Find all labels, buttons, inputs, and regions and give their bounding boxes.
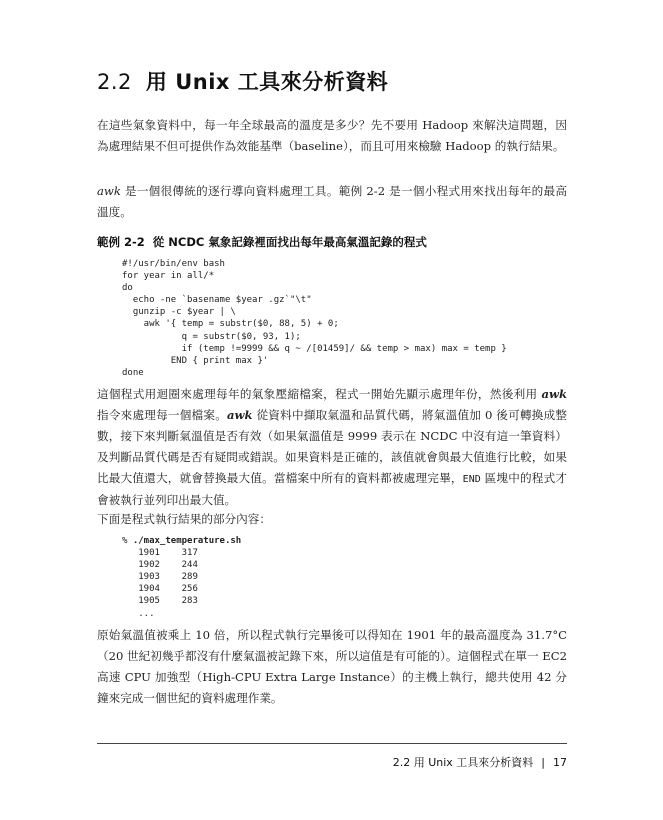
- awk-term: awk: [227, 408, 253, 422]
- output-listing: [122, 535, 241, 620]
- example-caption: [97, 234, 427, 250]
- awk-paragraph: [97, 181, 567, 223]
- output-year: 1902: [138, 560, 160, 571]
- output-year: 1903: [138, 572, 160, 583]
- section-title: [97, 66, 388, 96]
- output-year: 1901: [138, 548, 160, 559]
- output-value: 283: [181, 596, 198, 607]
- output-value: 317: [181, 548, 198, 559]
- output-intro-paragraph: 下面是程式執行結果的部分內容：: [97, 512, 271, 526]
- awk-term: awk: [97, 184, 121, 198]
- shell-command: ./max_temperature.sh: [132, 536, 242, 546]
- output-year: 1905: [138, 596, 160, 607]
- code-listing: #!/usr/bin/env bash for year in all/* do echo -ne `basename $year .gz`"\t" gunzip -c $year | \ awk '{ temp = substr($0, 88, 5) + 0; q = substr($0, 93, 1); if (temp !=9999 && q ~ /[01459]/ && temp > max) max = temp } END { print max }' done: [122, 259, 507, 378]
- output-value: 289: [181, 572, 198, 583]
- output-year: 1904: [138, 584, 160, 595]
- output-value: 244: [181, 560, 198, 571]
- shell-prompt: %: [122, 536, 133, 546]
- running-footer-section: 2.2 用 Unix 工具來分析資料: [392, 756, 534, 769]
- explanation-paragraph: [97, 384, 567, 511]
- footer-divider: [97, 743, 567, 744]
- intro-paragraph: 在這些氣象資料中，每一年全球最高的溫度是多少？先不要用 Hadoop 來解決這問題，因為處理結果不但可提供作為效能基準（baseline），而且可用來檢驗 Hadoop 的執行結果。: [97, 118, 567, 153]
- page-footer: [393, 754, 567, 770]
- example-title: 從 NCDC 氣象記錄裡面找出每年最高氣溫記錄的程式: [152, 235, 427, 249]
- awk-term: awk: [541, 387, 567, 401]
- explanation-text-4: 區塊中的程式才會被執行並列印出最大值。: [97, 471, 567, 507]
- awk-paragraph-text: 是一個很傳統的逐行導向資料處理工具。範例 2-2 是一個小程式用來找出每年的最高溫度。: [97, 184, 567, 219]
- output-ellipsis: ...: [138, 608, 155, 619]
- results-paragraph: 原始氣溫值被乘上 10 倍，所以程式執行完畢後可以得知在 1901 年的最高溫度為 31.7°C（20 世紀初幾乎都沒有什麼氣溫被記錄下來，所以這值是有可能的）。這個程式在單一 EC2 高速 CPU 加強型（High-CPU Extra Large Instance）的主機上執行，總共使用 42 分鐘來完成一個世紀的資料處理作業。: [97, 628, 568, 705]
- section-number: 2.2: [97, 70, 132, 94]
- page-number: 17: [553, 756, 567, 769]
- explanation-text-3: 從資料中擷取氣溫和品質代碼，將氣溫值加 0 後可轉換成整數，接下來判斷氣溫值是否有效（如果氣溫值是 9999 表示在 NCDC 中沒有這一筆資料）及判斷品質代碼是否有疑問或錯誤。如果資料是正確的，該值就會與最大值進行比較，如果比最大值還大，就會替換最大值。當檔案中所有的資料都被處理完畢，: [97, 408, 567, 485]
- end-keyword: END: [462, 474, 481, 485]
- explanation-text-1: 這個程式用迴圈來處理每年的氣象壓縮檔案，程式一開始先顯示處理年份，然後利用: [97, 387, 542, 401]
- section-title-text: 用 Unix 工具來分析資料: [145, 70, 389, 94]
- output-value: 256: [181, 584, 198, 595]
- example-label: 範例 2-2: [97, 235, 145, 249]
- explanation-text-2: 指令來處理每一個檔案。: [97, 408, 228, 422]
- footer-separator: |: [541, 756, 545, 769]
